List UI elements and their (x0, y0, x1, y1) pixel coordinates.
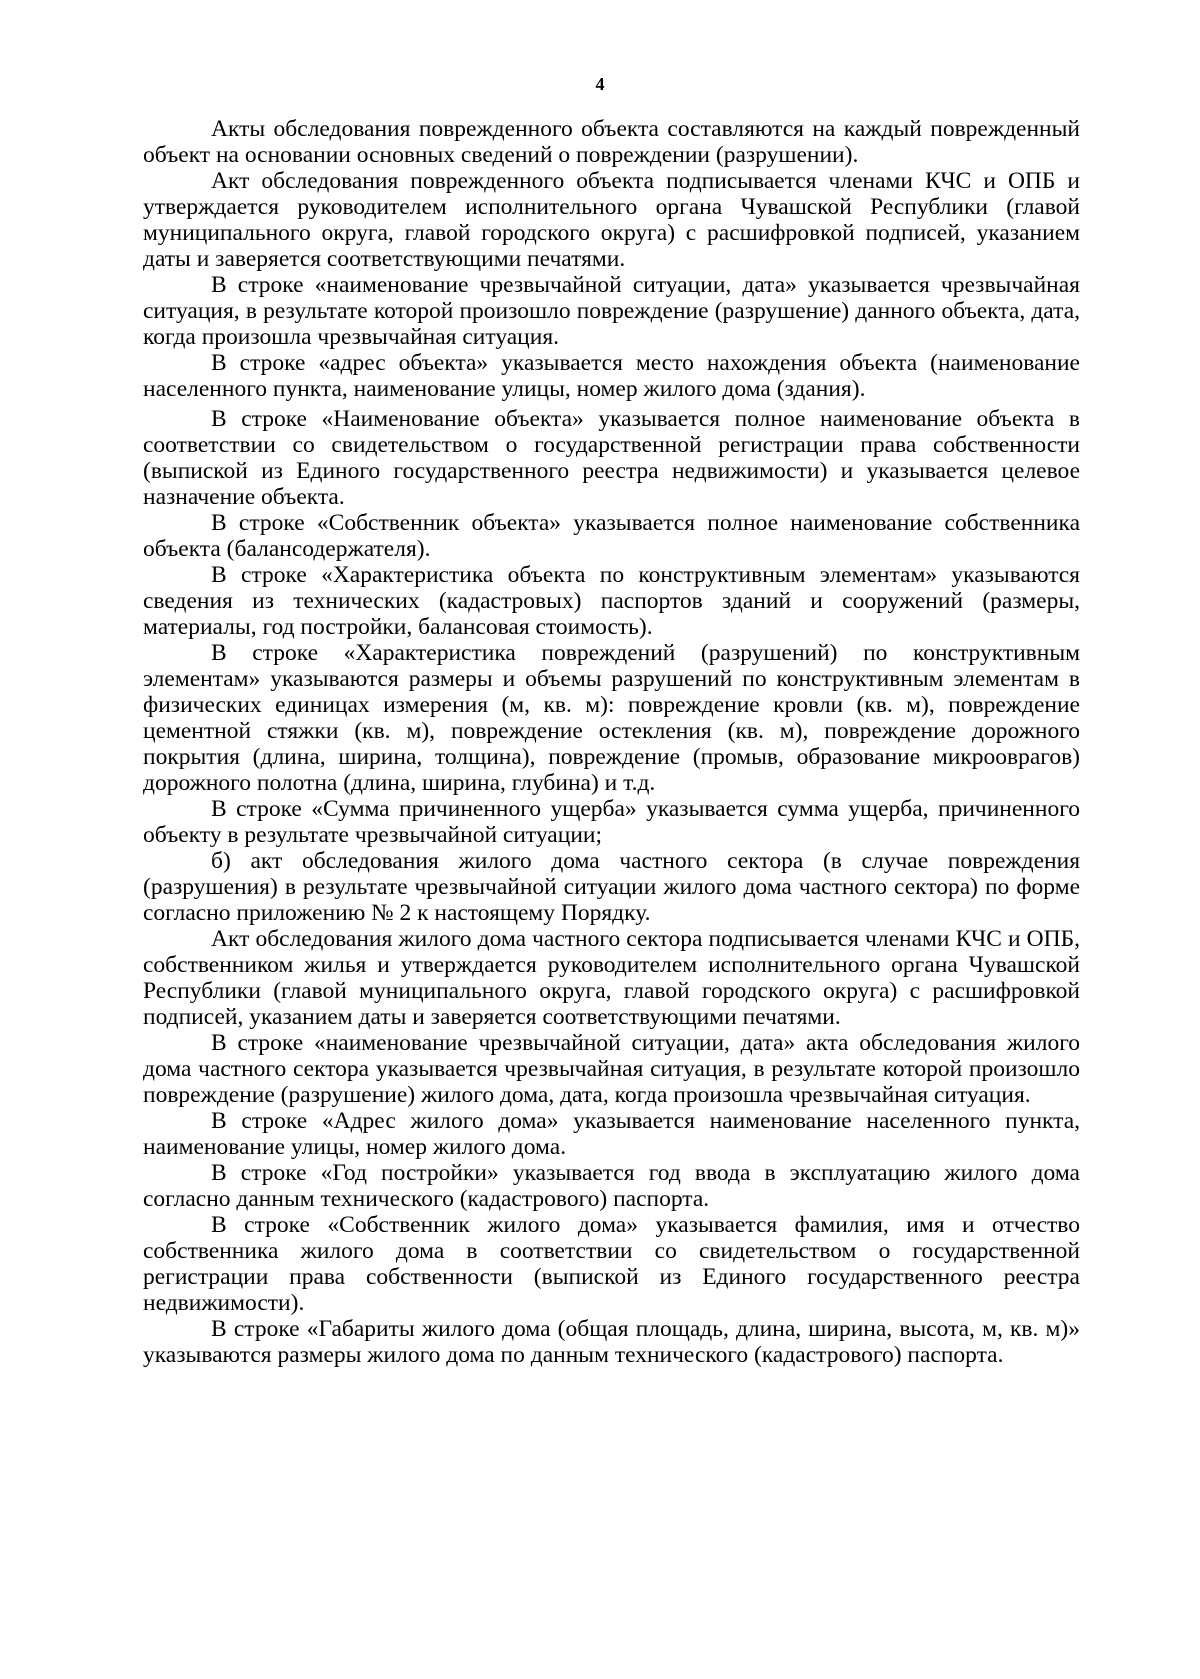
document-body (143, 116, 1080, 1368)
paragraph-5: В строке «Наименование объекта» указывается полное наименование объекта в соответствии со свидетельством о государственной регистрации права собственности (выпиской из Единого государственного реестра недвижимости) и указывается целевое назначение объекта. (143, 406, 1080, 510)
paragraph-15: В строке «Собственник жилого дома» указывается фамилия, имя и отчество собственника жилого дома в соответствии со свидетельством о государственной регистрации права собственности (выпиской из Единого государственного реестра недвижимости). (143, 1212, 1080, 1316)
paragraph-16: В строке «Габариты жилого дома (общая площадь, длина, ширина, высота, м, кв. м)» указываются размеры жилого дома по данным технического (кадастрового) паспорта. (143, 1316, 1080, 1368)
paragraph-4: В строке «адрес объекта» указывается место нахождения объекта (наименование населенного пункта, наименование улицы, номер жилого дома (здания). (143, 350, 1080, 402)
paragraph-14: В строке «Год постройки» указывается год ввода в эксплуатацию жилого дома согласно данным технического (кадастрового) паспорта. (143, 1160, 1080, 1212)
paragraph-1: Акты обследования поврежденного объекта составляются на каждый поврежденный объект на основании основных сведений о повреждении (разрушении). (143, 116, 1080, 168)
paragraph-9: В строке «Сумма причиненного ущерба» указывается сумма ущерба, причиненного объекту в результате чрезвычайной ситуации; (143, 796, 1080, 848)
paragraph-12: В строке «наименование чрезвычайной ситуации, дата» акта обследования жилого дома частного сектора указывается чрезвычайная ситуация, в результате которой произошло повреждение (разрушение) жилого дома, дата, когда произошла чрезвычайная ситуация. (143, 1030, 1080, 1108)
paragraph-11: Акт обследования жилого дома частного сектора подписывается членами КЧС и ОПБ, собственником жилья и утверждается руководителем исполнительного органа Чувашской Республики (главой муниципального округа, главой городского округа) с расшифровкой подписей, указанием даты и заверяется соответствующими печатями. (143, 926, 1080, 1030)
paragraph-8: В строке «Характеристика повреждений (разрушений) по конструктивным элементам» указываются размеры и объемы разрушений по конструктивным элементам в физических единицах измерения (м, кв. м): повреждение кровли (кв. м), повреждение цементной стяжки (кв. м), повреждение остекления (кв. м), повреждение дорожного покрытия (длина, ширина, толщина), повреждение (промыв, образование микрооврагов) дорожного полотна (длина, ширина, глубина) и т.д. (143, 640, 1080, 796)
page-number: 4 (595, 74, 605, 94)
paragraph-3: В строке «наименование чрезвычайной ситуации, дата» указывается чрезвычайная ситуация, в результате которой произошло повреждение (разрушение) данного объекта, дата, когда произошла чрезвычайная ситуация. (143, 272, 1080, 350)
paragraph-6: В строке «Собственник объекта» указывается полное наименование собственника объекта (балансодержателя). (143, 510, 1080, 562)
paragraph-10: б) акт обследования жилого дома частного сектора (в случае повреждения (разрушения) в результате чрезвычайной ситуации жилого дома частного сектора) по форме согласно приложению № 2 к настоящему Порядку. (143, 848, 1080, 926)
paragraph-7: В строке «Характеристика объекта по конструктивным элементам» указываются сведения из технических (кадастровых) паспортов зданий и сооружений (размеры, материалы, год постройки, балансовая стоимость). (143, 562, 1080, 640)
paragraph-13: В строке «Адрес жилого дома» указывается наименование населенного пункта, наименование улицы, номер жилого дома. (143, 1108, 1080, 1160)
paragraph-2: Акт обследования поврежденного объекта подписывается членами КЧС и ОПБ и утверждается руководителем исполнительного органа Чувашской Республики (главой муниципального округа, главой городского округа) с расшифровкой подписей, указанием даты и заверяется соответствующими печатями. (143, 168, 1080, 272)
